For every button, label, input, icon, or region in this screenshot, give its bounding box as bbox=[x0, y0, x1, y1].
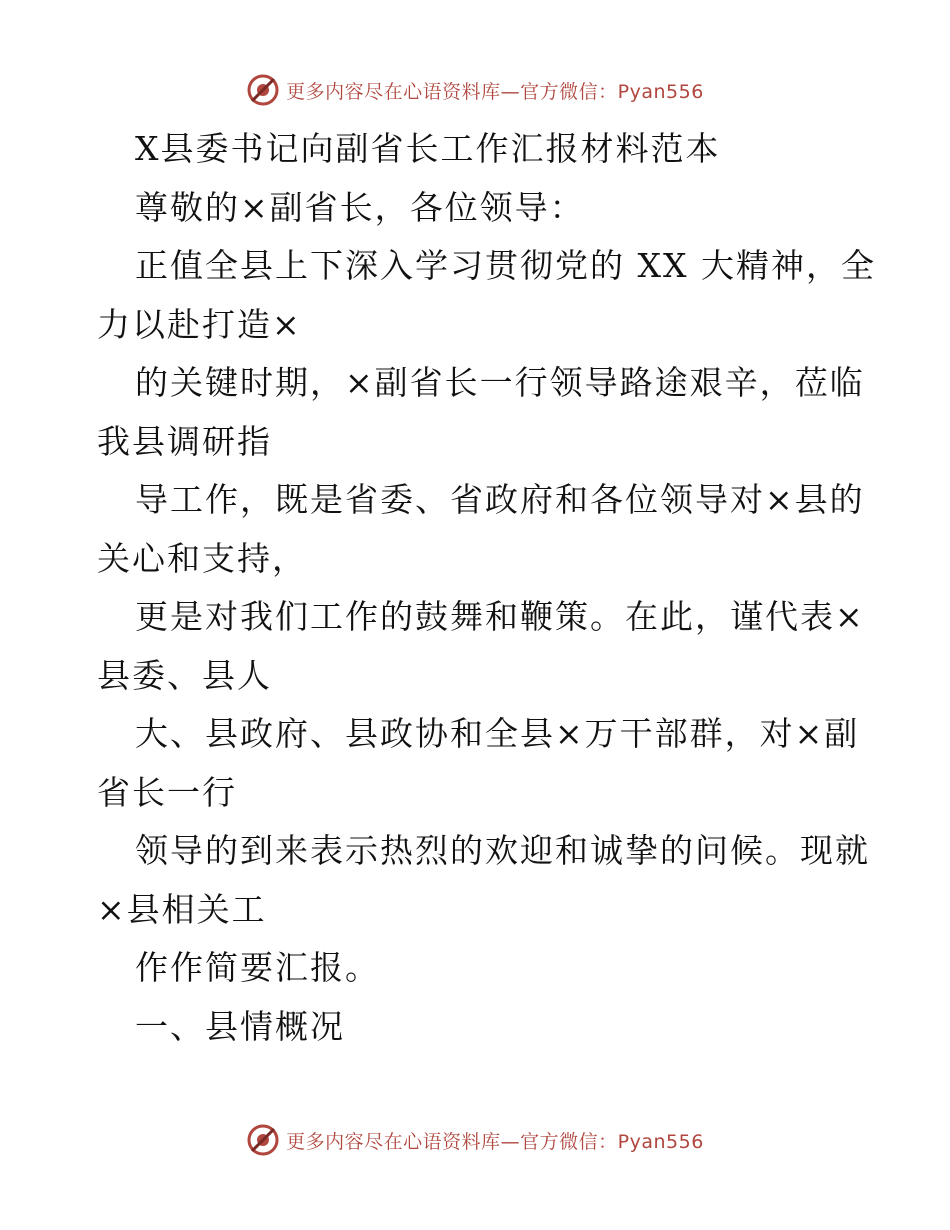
brand-logo-icon bbox=[246, 73, 280, 107]
watermark-footer bbox=[0, 1120, 950, 1160]
text-line: 尊敬的×副省长，各位领导： bbox=[135, 187, 585, 227]
text-line: 大、县政府、县政协和全县×万干部群，对×副 bbox=[135, 714, 860, 753]
text-line: 正值全县上下深入学习贯彻党的 XX 大精神，全 bbox=[135, 246, 876, 285]
text-line: 省长一行 bbox=[97, 772, 237, 812]
text-line: 导工作，既是省委、省政府和各位领导对×县的 bbox=[135, 480, 865, 519]
paragraph-lines bbox=[97, 179, 876, 1057]
text-line: 我县调研指 bbox=[97, 421, 272, 461]
text-line: 更是对我们工作的鼓舞和鞭策。在此，谨代表× bbox=[135, 597, 865, 636]
document-body bbox=[97, 120, 876, 1056]
document-title: X县委书记向副省长工作汇报材料范本 bbox=[135, 129, 721, 168]
text-line: 作作简要汇报。 bbox=[135, 948, 380, 987]
text-line: 力以赴打造× bbox=[97, 304, 302, 344]
text-line: 县委、县人 bbox=[97, 655, 272, 695]
watermark-header bbox=[0, 70, 950, 110]
text-line: ×县相关工 bbox=[97, 889, 267, 929]
text-line: 的关键时期，×副省长一行领导路途艰辛，莅临 bbox=[135, 363, 865, 402]
watermark-text: 更多内容尽在心语资料库—官方微信：Pyan556 bbox=[286, 1130, 704, 1153]
watermark-text: 更多内容尽在心语资料库—官方微信：Pyan556 bbox=[286, 80, 704, 103]
text-line: 关心和支持， bbox=[97, 538, 307, 578]
text-line: 一、县情概况 bbox=[135, 1006, 345, 1046]
text-line: 领导的到来表示热烈的欢迎和诚挚的问候。现就 bbox=[135, 831, 870, 870]
brand-logo-icon bbox=[246, 1123, 280, 1157]
